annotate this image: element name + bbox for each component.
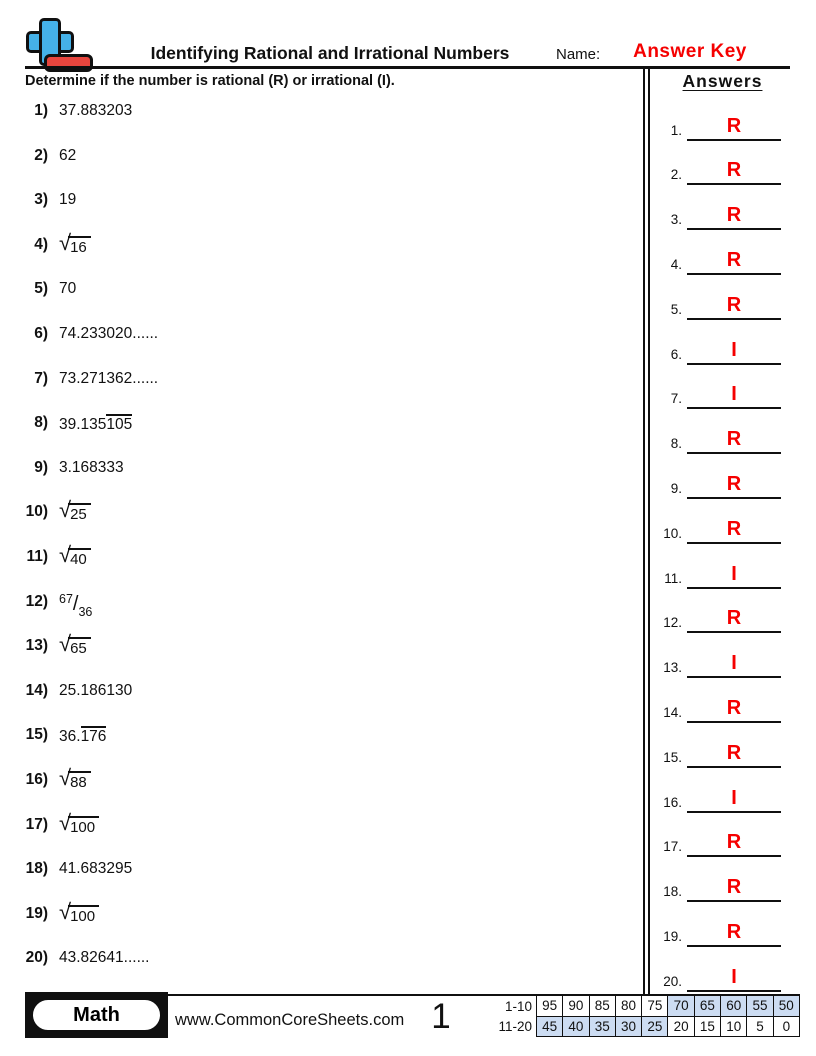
score-cell: 15 bbox=[694, 1016, 721, 1038]
score-range-label-11-20: 11-20 bbox=[498, 1019, 532, 1034]
answer-number: 19. bbox=[663, 928, 682, 944]
answer-number: 13. bbox=[663, 660, 682, 676]
number-text: 73.271362...... bbox=[59, 369, 159, 387]
sqrt-expression bbox=[59, 497, 91, 525]
radical-icon: √ bbox=[59, 898, 72, 924]
sqrt-expression bbox=[59, 809, 99, 838]
answer-value: R bbox=[726, 428, 742, 451]
problem-number: 14) bbox=[25, 681, 48, 699]
header-divider bbox=[25, 66, 790, 69]
answer-number: 20. bbox=[663, 973, 682, 989]
sqrt-expression bbox=[59, 542, 91, 570]
answer-blank-line bbox=[687, 183, 781, 185]
number-text: 70 bbox=[59, 280, 77, 298]
score-cell: 90 bbox=[562, 995, 589, 1017]
problem-number: 16) bbox=[25, 771, 48, 788]
answer-blank-line bbox=[687, 631, 781, 633]
number-text: 62 bbox=[59, 146, 77, 164]
problem-row bbox=[0, 726, 106, 756]
radicand-value: 65 bbox=[68, 637, 91, 659]
score-cell: 5 bbox=[746, 1016, 773, 1038]
answer-value: I bbox=[731, 786, 737, 809]
problem-value bbox=[59, 682, 132, 700]
answer-blank-line bbox=[687, 945, 781, 947]
number-text: 41.683295 bbox=[59, 860, 133, 878]
problem-row bbox=[0, 593, 92, 623]
score-cell: 20 bbox=[667, 1016, 694, 1038]
radical-icon: √ bbox=[59, 542, 72, 567]
score-cell: 70 bbox=[667, 995, 694, 1017]
commoncoresheets-logo-icon bbox=[18, 16, 82, 72]
decimal-prefix: 39.135 bbox=[59, 416, 107, 434]
score-range-label-1-10: 1-10 bbox=[504, 999, 532, 1014]
answer-key-label: Answer Key bbox=[633, 41, 747, 62]
number-text: 19 bbox=[59, 191, 77, 209]
answer-number: 3. bbox=[670, 212, 682, 228]
problem-value bbox=[59, 860, 132, 878]
problem-row bbox=[0, 370, 158, 400]
problem-row bbox=[0, 765, 91, 801]
answer-value: R bbox=[726, 920, 742, 943]
radicand-value: 25 bbox=[68, 503, 91, 525]
problem-value bbox=[59, 191, 76, 209]
problem-row bbox=[0, 414, 132, 444]
problem-row bbox=[0, 860, 132, 890]
problem-value bbox=[59, 591, 93, 619]
radical-icon: √ bbox=[59, 497, 72, 523]
problem-value bbox=[59, 631, 91, 659]
problem-value bbox=[59, 459, 124, 477]
answer-value: R bbox=[726, 696, 742, 719]
problem-number: 15) bbox=[25, 726, 48, 744]
problem-row bbox=[0, 102, 132, 132]
answer-number: 4. bbox=[670, 256, 682, 272]
problem-row bbox=[0, 191, 76, 221]
sqrt-expression bbox=[59, 631, 91, 659]
problem-row bbox=[0, 809, 99, 846]
answer-value: I bbox=[731, 383, 737, 406]
name-label: Name: bbox=[556, 46, 601, 63]
fraction-slash-icon: / bbox=[72, 592, 79, 615]
answer-number: 16. bbox=[663, 794, 682, 810]
problem-number: 9) bbox=[34, 458, 48, 476]
problem-number: 3) bbox=[34, 191, 48, 209]
problem-number: 6) bbox=[34, 325, 48, 342]
answer-number: 8. bbox=[670, 436, 682, 452]
problem-value bbox=[59, 542, 91, 570]
repeating-digits: 105 bbox=[106, 416, 133, 434]
radical-icon: √ bbox=[59, 631, 72, 657]
answer-blank-line bbox=[687, 497, 781, 499]
score-cell: 35 bbox=[589, 1016, 616, 1038]
answer-blank-line bbox=[687, 766, 781, 768]
answer-number: 5. bbox=[670, 301, 682, 317]
answer-blank-line bbox=[687, 721, 781, 723]
problem-value bbox=[59, 325, 158, 343]
website-url: www.CommonCoreSheets.com bbox=[175, 1011, 405, 1029]
problem-row bbox=[0, 682, 132, 712]
problem-value bbox=[59, 370, 158, 388]
answer-number: 11. bbox=[664, 570, 682, 586]
number-text: 43.82641...... bbox=[59, 949, 150, 967]
number-text: 74.233020...... bbox=[59, 325, 159, 342]
answer-value: R bbox=[726, 831, 742, 854]
answer-blank-line bbox=[687, 273, 781, 275]
radicand-value: 40 bbox=[68, 548, 91, 570]
answer-value: R bbox=[726, 159, 742, 182]
answers-heading: Answers bbox=[682, 71, 763, 91]
sqrt-expression bbox=[59, 229, 91, 258]
answer-value: R bbox=[726, 114, 742, 137]
problem-number: 17) bbox=[25, 815, 48, 833]
answer-number: 14. bbox=[663, 704, 682, 720]
answer-blank-line bbox=[687, 855, 781, 857]
fraction-denominator: 36 bbox=[78, 604, 93, 619]
answer-value: R bbox=[726, 293, 742, 316]
problem-row bbox=[0, 497, 91, 533]
score-cell: 0 bbox=[773, 1016, 800, 1038]
radical-icon: √ bbox=[59, 765, 72, 790]
answer-value: I bbox=[731, 338, 737, 361]
score-cell: 55 bbox=[746, 995, 773, 1017]
problem-number: 8) bbox=[34, 414, 48, 432]
problem-value bbox=[59, 147, 76, 165]
problem-number: 10) bbox=[25, 503, 48, 521]
answer-blank-line bbox=[687, 407, 781, 409]
answer-blank-line bbox=[687, 139, 781, 141]
subject-badge bbox=[25, 992, 168, 1038]
score-cell: 45 bbox=[536, 1016, 563, 1038]
answer-value: I bbox=[731, 562, 737, 585]
problem-row bbox=[0, 949, 150, 979]
answer-value: R bbox=[726, 741, 742, 764]
problem-row bbox=[0, 631, 91, 667]
problem-value bbox=[59, 809, 99, 838]
answer-number: 12. bbox=[663, 615, 682, 631]
answer-number: 7. bbox=[670, 391, 682, 407]
score-cell: 25 bbox=[641, 1016, 668, 1038]
problem-number: 7) bbox=[34, 369, 48, 387]
score-cell: 80 bbox=[615, 995, 642, 1017]
problem-value bbox=[59, 497, 91, 525]
minus-icon bbox=[44, 54, 93, 72]
grading-table bbox=[537, 996, 800, 1037]
number-text: 37.883203 bbox=[59, 102, 133, 119]
answer-number: 1. bbox=[670, 122, 682, 138]
problem-row bbox=[0, 542, 91, 578]
problem-row bbox=[0, 280, 76, 310]
answer-number: 9. bbox=[670, 480, 682, 496]
answer-value: R bbox=[726, 607, 742, 630]
page-number: 1 bbox=[431, 997, 451, 1036]
answer-value: R bbox=[726, 248, 742, 271]
plus-icon-center bbox=[42, 34, 58, 50]
decimal-prefix: 36. bbox=[59, 728, 81, 746]
answer-value: R bbox=[726, 517, 742, 540]
problem-number: 20) bbox=[25, 949, 48, 967]
radicand-value: 16 bbox=[68, 236, 91, 258]
problem-number: 4) bbox=[34, 235, 48, 253]
score-cell: 95 bbox=[536, 995, 563, 1017]
radicand-value: 100 bbox=[68, 905, 99, 927]
problem-row bbox=[0, 229, 91, 266]
problem-value bbox=[59, 229, 91, 258]
problem-row bbox=[0, 147, 76, 177]
problem-number: 13) bbox=[25, 637, 48, 655]
score-cell: 60 bbox=[720, 995, 747, 1017]
answer-value: I bbox=[731, 965, 737, 988]
sqrt-expression bbox=[59, 898, 99, 927]
repeating-digits: 176 bbox=[80, 728, 107, 746]
answer-number: 2. bbox=[670, 167, 682, 183]
problem-number: 5) bbox=[34, 280, 48, 298]
problem-number: 1) bbox=[34, 102, 48, 119]
score-cell: 40 bbox=[562, 1016, 589, 1038]
answer-blank-line bbox=[687, 587, 781, 589]
problem-row bbox=[0, 325, 158, 355]
problem-value bbox=[59, 898, 99, 927]
problem-number: 18) bbox=[25, 860, 48, 878]
answer-value: I bbox=[731, 652, 737, 675]
score-cell: 65 bbox=[694, 995, 721, 1017]
number-text: 25.186130 bbox=[59, 681, 133, 699]
answer-blank-line bbox=[687, 363, 781, 365]
score-cell: 85 bbox=[589, 995, 616, 1017]
answer-blank-line bbox=[687, 900, 781, 902]
score-cell: 30 bbox=[615, 1016, 642, 1038]
problem-value bbox=[59, 414, 132, 434]
answer-value: R bbox=[726, 472, 742, 495]
problem-row bbox=[0, 459, 124, 489]
problem-row bbox=[0, 898, 99, 935]
score-cell: 50 bbox=[773, 995, 800, 1017]
problem-number: 2) bbox=[34, 146, 48, 164]
instruction-text: Determine if the number is rational (R) or irrational (I). bbox=[25, 73, 395, 89]
answer-blank-line bbox=[687, 676, 781, 678]
problem-value bbox=[59, 765, 91, 793]
score-cell: 75 bbox=[641, 995, 668, 1017]
answer-blank-line bbox=[687, 452, 781, 454]
radicand-value: 88 bbox=[68, 771, 91, 793]
fraction-numerator: 67 bbox=[59, 591, 73, 606]
answer-value: R bbox=[726, 876, 742, 899]
answer-blank-line bbox=[687, 811, 781, 813]
answer-blank-line bbox=[687, 542, 781, 544]
subject-badge-label: Math bbox=[31, 998, 162, 1032]
problem-number: 12) bbox=[25, 592, 48, 610]
radicand-value: 100 bbox=[68, 816, 99, 838]
answer-number: 15. bbox=[663, 749, 682, 765]
radical-icon: √ bbox=[59, 809, 72, 835]
problem-number: 11) bbox=[26, 548, 48, 565]
problem-value bbox=[59, 102, 132, 120]
number-text: 3.168333 bbox=[59, 458, 124, 476]
answer-blank-line bbox=[687, 318, 781, 320]
problem-value bbox=[59, 726, 106, 746]
problem-value bbox=[59, 949, 150, 967]
answer-value: R bbox=[726, 204, 742, 227]
answer-number: 10. bbox=[663, 525, 682, 541]
answer-number: 17. bbox=[663, 839, 682, 855]
problem-number: 19) bbox=[25, 904, 48, 922]
radical-icon: √ bbox=[59, 229, 72, 255]
score-cell: 10 bbox=[720, 1016, 747, 1038]
answer-number: 6. bbox=[670, 346, 682, 362]
answer-blank-line bbox=[687, 228, 781, 230]
answer-blank-line bbox=[687, 990, 781, 992]
sqrt-expression bbox=[59, 765, 91, 793]
page-title: Identifying Rational and Irrational Numbers bbox=[150, 43, 510, 63]
answer-number: 18. bbox=[663, 884, 682, 900]
problem-value bbox=[59, 280, 76, 298]
fraction-expression bbox=[59, 591, 93, 619]
